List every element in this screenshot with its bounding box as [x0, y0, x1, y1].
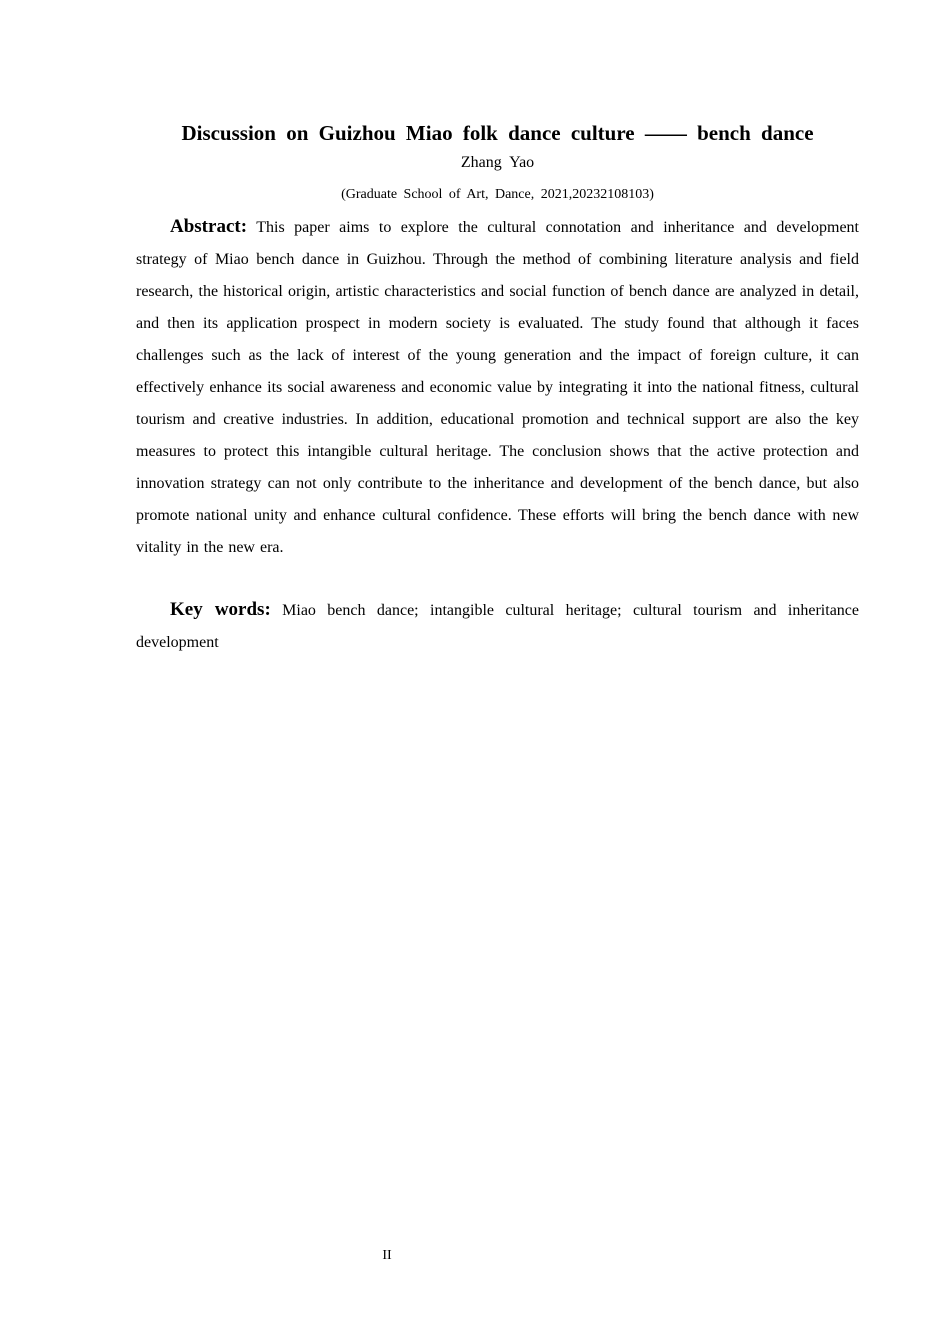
abstract-paragraph: [136, 211, 859, 564]
abstract-text: This paper aims to explore the cultural connotation and inheritance and development strategy of Miao bench dance in Guizhou. Through the method of combining literature analysis and field research, the historical origin, artistic characteristics and social function of bench dance are analyzed in detail, and then its application prospect in modern society is evaluated. The study found that although it faces challenges such as the lack of interest of the young generation and the impact of foreign culture, it can effectively enhance its social awareness and economic value by integrating it into the national fitness, cultural tourism and creative industries. In addition, educational promotion and technical support are also the key measures to protect this intangible cultural heritage. The conclusion shows that the active protection and innovation strategy can not only contribute to the inheritance and development of the bench dance, but also promote national unity and enhance cultural confidence. These efforts will bring the bench dance with new vitality in the new era.: [136, 219, 860, 556]
abstract-label: Abstract:: [170, 216, 248, 237]
keywords-label: Key words:: [170, 599, 271, 620]
page-number: II: [382, 1248, 392, 1263]
author-affiliation: (Graduate School of Art, Dance, 2021,20232108103): [341, 187, 654, 202]
keywords-text: Miao bench dance; intangible cultural heritage; cultural tourism and inheritance development: [136, 602, 859, 651]
keywords-paragraph: [136, 594, 859, 659]
author-name: Zhang Yao: [460, 154, 535, 171]
paper-title: Discussion on Guizhou Miao folk dance culture —— bench dance: [181, 121, 814, 145]
